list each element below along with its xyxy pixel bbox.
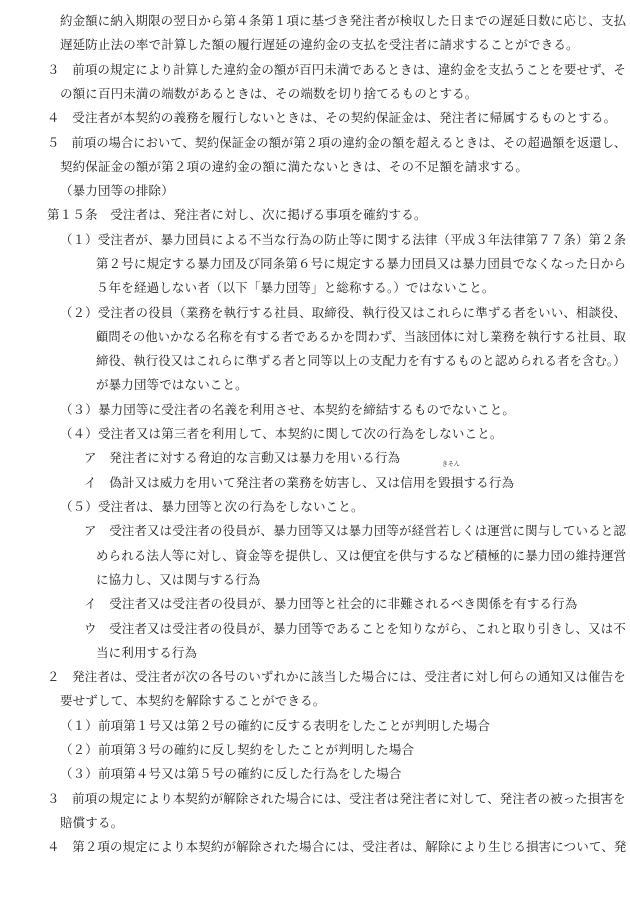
text-line: ５年を経過しない者（以下「暴力団等」と総称する。）ではないこと。 bbox=[96, 280, 495, 295]
text-line: 約金額に納入期限の翌日から第４条第１項に基づき発注者が検収した日までの遅延日数に応じ、支払 bbox=[60, 13, 627, 28]
text-line: 当に利用する行為 bbox=[96, 645, 198, 660]
text-line-with-ruby bbox=[84, 461, 515, 495]
text-line: の額に百円未満の端数があるときは、その端数を切り捨てるものとする。 bbox=[60, 86, 478, 101]
section-heading: （暴力団等の排除） bbox=[60, 183, 174, 198]
ruby-base: 毀損 bbox=[438, 475, 464, 490]
ruby-word bbox=[438, 461, 464, 495]
text-line: ア 発注者に対する脅迫的な言動又は暴力を用いる行為 bbox=[84, 450, 401, 465]
ruby-reading: きそん bbox=[441, 461, 460, 468]
text-line: ア 受注者又は受注者の役員が、暴力団等又は暴力団等が経営若しくは運営に関与していると認 bbox=[84, 523, 626, 538]
text-line: 遅延防止法の率で計算した額の履行遅延の違約金の支払を受注者に請求することができる。 bbox=[60, 37, 579, 52]
text-line: に協力し、又は関与する行為 bbox=[96, 572, 261, 587]
text-line: ５ 前項の場合において、契約保証金の額が第２項の違約金の額を超えるときは、その超過額を返還し、 bbox=[47, 135, 627, 150]
text-line: 顧問その他いかなる名称を有する者であるかを問わず、当該団体に対し業務を執行する社員、取 bbox=[96, 329, 626, 344]
text-line: められる法人等に対し、資金等を提供し、又は便宜を供与するなど積極的に暴力団の維持運営 bbox=[96, 548, 627, 563]
text-line: 第２号に規定する暴力団及び同条第６号に規定する暴力団員又は暴力団員でなくなった日から bbox=[96, 256, 627, 271]
text-line: 賠償する。 bbox=[60, 815, 124, 830]
text-line: （５）受注者は、暴力団等と次の行為をしないこと。 bbox=[60, 499, 364, 514]
text-line: 要せずして、本契約を解除することができる。 bbox=[60, 693, 326, 708]
text-line: イ 受注者又は受注者の役員が、暴力団等と社会的に非難されるべき関係を有する行為 bbox=[84, 596, 578, 611]
text-line: ３ 前項の規定により計算した違約金の額が百円未満であるときは、違約金を支払うことを要せず、そ bbox=[47, 62, 626, 77]
text-line: ４ 第２項の規定により本契約が解除された場合には、受注者は、解除により生じる損害について、発 bbox=[47, 839, 627, 854]
text-line: ４ 受注者が本契約の義務を履行しないときは、その契約保証金は、発注者に帰属するものとする。 bbox=[47, 110, 617, 125]
text-line: 契約保証金の額が第２項の違約金の額に満たないときは、その不足額を請求する。 bbox=[60, 159, 529, 174]
text-line: ２ 発注者は、受注者が次の各号のいずれかに該当した場合には、受注者に対し何らの通知又は催告を bbox=[47, 669, 626, 684]
text-line: （２）受注者の役員（業務を執行する社員、取締役、執行役又はこれらに準ずる者をいい、相談役、 bbox=[60, 305, 627, 320]
text-line: （１）受注者が、暴力団員による不当な行為の防止等に関する法律（平成３年法律第７７条）第２条 bbox=[60, 232, 627, 247]
text-line: が暴力団等ではないこと。 bbox=[96, 377, 248, 392]
text-line: ウ 受注者又は受注者の役員が、暴力団等であることを知りながら、これと取り引きし、又は不 bbox=[84, 621, 626, 636]
text-line: （３）暴力団等に受注者の名義を利用させ、本契約を締結するものでないこと。 bbox=[60, 402, 516, 417]
text-line: （２）前項第３号の確約に反し契約をしたことが判明した場合 bbox=[60, 742, 415, 757]
article-heading: 第１５条 受注者は、発注者に対し、次に掲げる事項を確約する。 bbox=[47, 207, 427, 222]
text-line: （４）受注者又は第三者を利用して、本契約に関して次の行為をしないこと。 bbox=[60, 426, 503, 441]
text-line: （１）前項第１号又は第２号の確約に反する表明をしたことが判明した場合 bbox=[60, 718, 491, 733]
text-segment: する行為 bbox=[463, 475, 515, 490]
text-line: ３ 前項の規定により本契約が解除された場合には、受注者は発注者に対して、発注者の被った損害を bbox=[47, 791, 626, 806]
text-line: （３）前項第４号又は第５号の確約に反した行為をした場合 bbox=[60, 766, 402, 781]
text-line: 締役、執行役又はこれらに準ずる者と同等以上の支配力を有するものと認められる者を含む。） bbox=[96, 353, 626, 368]
text-segment: イ 偽計又は威力を用いて発注者の業務を妨害し、又は信用を bbox=[84, 475, 439, 490]
